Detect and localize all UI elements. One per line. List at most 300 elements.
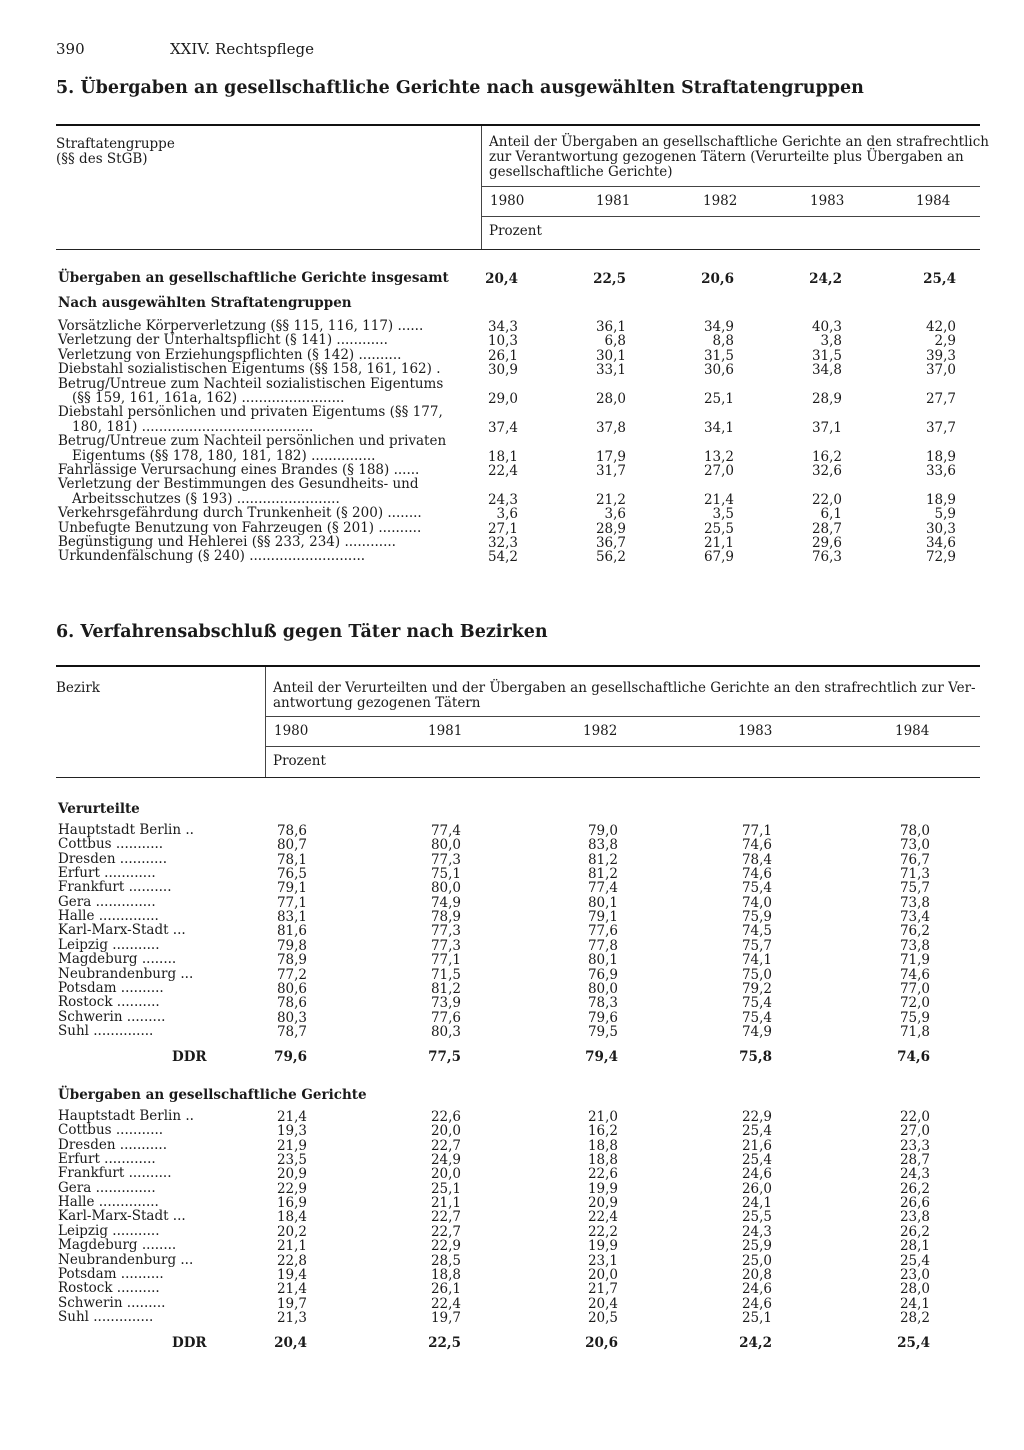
table5-row-label: Betrug/Untreue zum Nachteil sozialistischen Eigentums <box>58 375 444 392</box>
table5-cell: 33,1 <box>595 362 626 379</box>
table6-cell: 21,0 <box>587 1109 618 1125</box>
table5-cell: 36,1 <box>595 319 626 335</box>
table5-total-value: 20,4 <box>485 271 518 287</box>
table5-cell: 28,7 <box>811 520 842 537</box>
table6-cell: 76,2 <box>899 923 930 940</box>
table6-cell: 77,3 <box>430 923 461 940</box>
table6-cell: 19,3 <box>276 1123 307 1140</box>
table6-row-label: Potsdam .......... <box>58 1265 164 1282</box>
table5-cell: 67,9 <box>703 549 734 566</box>
table5-row-label: Fahrlässige Verursachung eines Brandes (§ 188) ...... <box>58 462 420 478</box>
table6-row-label: Leipzig ........... <box>58 936 160 953</box>
table6-cell: 21,1 <box>276 1238 307 1255</box>
table6-cell: 78,9 <box>276 952 307 969</box>
table6-cell: 75,1 <box>430 866 461 883</box>
table6-cell: 19,9 <box>587 1238 618 1255</box>
table6-cell: 80,0 <box>430 837 461 854</box>
table5-col-header-line: zur Verantwortung gezogenen Tätern (Verurteilte plus Übergaben an <box>489 149 964 165</box>
table6-year-header: 1983 <box>738 723 773 739</box>
table6-cell: 24,6 <box>741 1295 772 1312</box>
table6-row-label: Cottbus ........... <box>58 1122 164 1139</box>
table6-cell: 79,2 <box>741 980 772 997</box>
table6-cell: 74,5 <box>741 923 772 940</box>
table6-row-label: Schwerin ......... <box>58 1008 166 1025</box>
table6-cell: 26,0 <box>741 1180 772 1197</box>
table6-cell: 77,6 <box>430 1009 461 1026</box>
table6-row-label: Frankfurt .......... <box>58 1165 172 1182</box>
table5-cell: 31,7 <box>595 463 626 479</box>
table6-cell: 79,1 <box>587 909 618 926</box>
table6-header-bottom-rule <box>56 777 980 778</box>
table6-cell: 75,0 <box>741 966 772 983</box>
table6-cell: 77,1 <box>430 952 461 969</box>
table5-cell: 37,7 <box>925 419 956 436</box>
table5-year-header: 1983 <box>810 193 845 209</box>
table6-cell: 73,8 <box>899 937 930 954</box>
table6-cell: 23,8 <box>899 1209 930 1226</box>
table6-cell: 75,7 <box>899 880 930 897</box>
table6-cell: 22,7 <box>430 1137 461 1154</box>
table5-total-value: 25,4 <box>923 271 956 287</box>
table6-cell: 80,6 <box>276 980 307 997</box>
table5-subhead: Nach ausgewählten Straftatengruppen <box>58 295 352 311</box>
table6-row-label: Halle .............. <box>58 908 159 925</box>
table6-cell: 81,2 <box>587 851 618 868</box>
table6-cell: 22,7 <box>430 1209 461 1226</box>
table6-cell: 22,9 <box>276 1180 307 1197</box>
table6-cell: 21,1 <box>430 1195 461 1212</box>
table5-cell: 21,2 <box>595 491 626 508</box>
table6-total-value: 22,5 <box>428 1335 461 1352</box>
table6-cell: 27,0 <box>899 1123 930 1140</box>
table6-cell: 20,8 <box>741 1266 772 1283</box>
table6-cell: 71,3 <box>899 866 930 883</box>
table6-row-label: Potsdam .......... <box>58 979 164 996</box>
table5-cell: 37,4 <box>487 419 518 436</box>
table6-cell: 26,1 <box>430 1281 461 1298</box>
table5-row-label: Verkehrsgefährdung durch Trunkenheit (§ 200) ........ <box>58 505 422 522</box>
table6-cell: 24,6 <box>741 1166 772 1183</box>
table6-total-value: 75,8 <box>739 1049 772 1066</box>
table5-year-rule <box>481 216 980 217</box>
table5-stub-header-line: Straftatengruppe <box>56 136 175 152</box>
table6-cell: 26,2 <box>899 1223 930 1240</box>
table6-year-header: 1984 <box>895 723 930 739</box>
table6-cell: 23,5 <box>276 1152 307 1169</box>
table6-cell: 80,3 <box>276 1009 307 1026</box>
table6-cell: 22,4 <box>430 1295 461 1312</box>
table6-cell: 23,3 <box>899 1137 930 1154</box>
table5-row-label: Diebstahl persönlichen und privaten Eigentums (§§ 177, <box>58 404 443 421</box>
table6-cell: 83,1 <box>276 909 307 926</box>
table5-cell: 3,8 <box>820 333 842 350</box>
table6-cell: 81,2 <box>430 980 461 997</box>
table6-cell: 72,0 <box>899 995 930 1012</box>
table6-row-label: Erfurt ............ <box>58 1151 156 1168</box>
table6-cell: 77,1 <box>276 894 307 911</box>
table5-cell: 8,8 <box>712 333 734 350</box>
table6-total-value: 79,6 <box>274 1049 307 1066</box>
table6-top-rule <box>56 665 980 667</box>
table6-cell: 24,1 <box>741 1195 772 1212</box>
table6-cell: 77,4 <box>430 823 461 839</box>
table6-row-label: Dresden ........... <box>58 850 168 867</box>
table6-cell: 79,1 <box>276 880 307 897</box>
table6-group-heading: Verurteilte <box>58 801 140 817</box>
table5-cell: 3,6 <box>604 506 626 523</box>
table5-total-label: Übergaben an gesellschaftliche Gerichte insgesamt <box>58 270 449 286</box>
table6-cell: 21,7 <box>587 1281 618 1298</box>
table5-cell: 27,0 <box>703 463 734 479</box>
table5-cell: 18,9 <box>925 448 956 465</box>
table6-cell: 71,9 <box>899 952 930 969</box>
table6-cell: 75,4 <box>741 1009 772 1026</box>
table6-total-value: 20,6 <box>585 1335 618 1352</box>
table5-cell: 42,0 <box>925 319 956 335</box>
table5-row-label: Begünstigung und Hehlerei (§§ 233, 234) ............ <box>58 534 396 550</box>
table6-cell: 24,3 <box>899 1166 930 1183</box>
table6-cell: 78,3 <box>587 995 618 1012</box>
table6-cell: 81,6 <box>276 923 307 940</box>
table6-cell: 77,6 <box>587 923 618 940</box>
table6-cell: 22,6 <box>430 1109 461 1125</box>
table6-row-label: Erfurt ............ <box>58 865 156 882</box>
table6-cell: 80,7 <box>276 837 307 854</box>
table6-cell: 20,5 <box>587 1309 618 1326</box>
table5-cell: 18,9 <box>925 491 956 508</box>
table5-cell: 3,5 <box>712 506 734 523</box>
table6-cell: 25,9 <box>741 1238 772 1255</box>
table6-cell: 22,9 <box>741 1109 772 1125</box>
table6-cell: 74,9 <box>430 894 461 911</box>
table5-total-value: 20,6 <box>701 271 734 287</box>
table5-cell: 26,1 <box>487 347 518 364</box>
table5-row-label: Vorsätzliche Körperverletzung (§§ 115, 116, 117) ...... <box>58 318 424 334</box>
table5-cell: 24,3 <box>487 491 518 508</box>
table6-cell: 80,3 <box>430 1023 461 1040</box>
table6-cell: 18,8 <box>587 1137 618 1154</box>
table6-cell: 74,0 <box>741 894 772 911</box>
table5-header-bottom-rule <box>56 249 980 250</box>
table6-cell: 20,0 <box>587 1266 618 1283</box>
table6-cell: 73,0 <box>899 837 930 854</box>
table6-cell: 20,9 <box>587 1195 618 1212</box>
table6-cell: 79,8 <box>276 937 307 954</box>
table6-row-label: Dresden ........... <box>58 1136 168 1153</box>
table6-cell: 74,6 <box>741 866 772 883</box>
table6-row-label: Gera .............. <box>58 1179 156 1196</box>
table5-year-header: 1984 <box>916 193 951 209</box>
table6-row-label: Halle .............. <box>58 1194 159 1211</box>
table5-cell: 28,9 <box>811 391 842 407</box>
table6-total-label: DDR <box>172 1335 207 1352</box>
table5-cell: 40,3 <box>811 319 842 335</box>
table5-row-label: (§§ 159, 161, 161a, 162) ........................ <box>72 390 345 406</box>
table6-cell: 28,0 <box>899 1281 930 1298</box>
table6-cell: 28,7 <box>899 1152 930 1169</box>
table5-col-header-line: gesellschaftliche Gerichte) <box>489 164 673 180</box>
table6-cell: 79,6 <box>587 1009 618 1026</box>
table6-cell: 80,1 <box>587 952 618 969</box>
table6-row-label: Karl-Marx-Stadt ... <box>58 922 186 939</box>
table5-cell: 72,9 <box>925 549 956 566</box>
table6-cell: 75,4 <box>741 995 772 1012</box>
table6-cell: 19,7 <box>430 1309 461 1326</box>
table5-cell: 37,0 <box>925 362 956 379</box>
table6-cell: 20,0 <box>430 1166 461 1183</box>
table6-cell: 78,0 <box>899 823 930 839</box>
table5-cell: 13,2 <box>703 448 734 465</box>
table6-cell: 79,5 <box>587 1023 618 1040</box>
table5-cell: 21,1 <box>703 535 734 551</box>
table6-cell: 80,0 <box>587 980 618 997</box>
table5-cell: 2,9 <box>934 333 956 350</box>
table6-cell: 75,7 <box>741 937 772 954</box>
table5-cell: 32,3 <box>487 535 518 551</box>
table5-cell: 21,4 <box>703 491 734 508</box>
table6-total-value: 25,4 <box>897 1335 930 1352</box>
table6-cell: 78,4 <box>741 851 772 868</box>
table6-cell: 18,8 <box>430 1266 461 1283</box>
table6-cell: 73,8 <box>899 894 930 911</box>
table5-cell: 34,8 <box>811 362 842 379</box>
table6-cell: 76,9 <box>587 966 618 983</box>
table6-cell: 24,1 <box>899 1295 930 1312</box>
table5-cell: 6,1 <box>820 506 842 523</box>
table5-cell: 28,9 <box>595 520 626 537</box>
table6-cell: 26,6 <box>899 1195 930 1212</box>
table6-col-header-line: antwortung gezogenen Tätern <box>273 695 481 711</box>
table6-cell: 24,9 <box>430 1152 461 1169</box>
table5-cell: 25,1 <box>703 391 734 407</box>
table6-cell: 76,5 <box>276 866 307 883</box>
table6-total-value: 77,5 <box>428 1049 461 1066</box>
table6-cell: 28,2 <box>899 1309 930 1326</box>
table5-cell: 32,6 <box>811 463 842 479</box>
table6-total-label: DDR <box>172 1049 207 1066</box>
table6-row-label: Neubrandenburg ... <box>58 965 194 982</box>
table6-cell: 21,4 <box>276 1281 307 1298</box>
table5-row-label: 180, 181) ........................................ <box>72 418 314 435</box>
table5-cell: 30,6 <box>703 362 734 379</box>
table5-cell: 34,1 <box>703 419 734 436</box>
running-head: XXIV. Rechtspflege <box>170 40 314 58</box>
table5-row-label: Urkundenfälschung (§ 240) ........................... <box>58 548 366 565</box>
table6-cell: 21,3 <box>276 1309 307 1326</box>
table6-cell: 73,9 <box>430 995 461 1012</box>
table6-header-rule <box>265 716 980 717</box>
table5-cell: 76,3 <box>811 549 842 566</box>
table6-cell: 18,4 <box>276 1209 307 1226</box>
table6-cell: 16,9 <box>276 1195 307 1212</box>
table6-cell: 78,9 <box>430 909 461 926</box>
table6-cell: 77,2 <box>276 966 307 983</box>
table6-row-label: Cottbus ........... <box>58 836 164 853</box>
table6-cell: 25,4 <box>899 1252 930 1269</box>
table6-cell: 23,0 <box>899 1266 930 1283</box>
table5-cell: 27,1 <box>487 520 518 537</box>
table5-row-label: Verletzung der Unterhaltspflicht (§ 141) ............ <box>58 332 388 349</box>
table6-cell: 19,4 <box>276 1266 307 1283</box>
table6-cell: 78,1 <box>276 851 307 868</box>
table6-cell: 22,9 <box>430 1238 461 1255</box>
table6-cell: 71,5 <box>430 966 461 983</box>
table5-cell: 18,1 <box>487 448 518 465</box>
table6-cell: 25,0 <box>741 1252 772 1269</box>
table5-cell: 30,9 <box>487 362 518 379</box>
table6-cell: 21,6 <box>741 1137 772 1154</box>
table6-cell: 75,4 <box>741 880 772 897</box>
table6-cell: 25,1 <box>430 1180 461 1197</box>
table5-year-header: 1982 <box>703 193 738 209</box>
table5-header-rule <box>481 186 980 187</box>
table6-year-header: 1982 <box>583 723 618 739</box>
table5-cell: 3,6 <box>496 506 518 523</box>
table5-cell: 37,8 <box>595 419 626 436</box>
table6-row-label: Suhl .............. <box>58 1308 154 1325</box>
table6-cell: 18,8 <box>587 1152 618 1169</box>
table5-cell: 34,9 <box>703 319 734 335</box>
table5-title: 5. Übergaben an gesellschaftliche Gerichte nach ausgewählten Straftatengruppen <box>56 78 864 98</box>
table5-cell: 30,3 <box>925 520 956 537</box>
table6-cell: 25,5 <box>741 1209 772 1226</box>
table6-cell: 25,4 <box>741 1123 772 1140</box>
table6-total-value: 24,2 <box>739 1335 772 1352</box>
table6-row-label: Rostock .......... <box>58 994 160 1011</box>
table6-cell: 22,7 <box>430 1223 461 1240</box>
table5-top-rule <box>56 124 980 126</box>
table6-row-label: Gera .............. <box>58 893 156 910</box>
table6-cell: 77,3 <box>430 851 461 868</box>
table6-cell: 77,1 <box>741 823 772 839</box>
table6-cell: 20,9 <box>276 1166 307 1183</box>
table5-cell: 27,7 <box>925 391 956 407</box>
table6-cell: 73,4 <box>899 909 930 926</box>
table6-cell: 26,2 <box>899 1180 930 1197</box>
table6-cell: 77,4 <box>587 880 618 897</box>
table6-total-value: 20,4 <box>274 1335 307 1352</box>
table6-row-label: Rostock .......... <box>58 1280 160 1297</box>
table5-row-label: Eigentums (§§ 178, 180, 181, 182) ............... <box>72 447 376 464</box>
table6-row-label: Karl-Marx-Stadt ... <box>58 1208 186 1225</box>
table5-cell: 30,1 <box>595 347 626 364</box>
table5-row-label: Arbeitsschutzes (§ 193) ........................ <box>72 490 340 507</box>
table6-cell: 78,6 <box>276 823 307 839</box>
table5-cell: 34,6 <box>925 535 956 551</box>
table6-group-heading: Übergaben an gesellschaftliche Gerichte <box>58 1087 367 1103</box>
table6-cell: 22,0 <box>899 1109 930 1125</box>
table6-cell: 20,0 <box>430 1123 461 1140</box>
table5-row-label: Diebstahl sozialistischen Eigentums (§§ 158, 161, 162) . <box>58 361 441 378</box>
table6-cell: 77,0 <box>899 980 930 997</box>
table6-cell: 22,6 <box>587 1166 618 1183</box>
table6-cell: 74,6 <box>741 837 772 854</box>
table6-row-label: Hauptstadt Berlin .. <box>58 1108 194 1124</box>
table6-unit-label: Prozent <box>273 753 326 769</box>
table5-cell: 36,7 <box>595 535 626 551</box>
table5-cell: 56,2 <box>595 549 626 566</box>
table6-cell: 78,7 <box>276 1023 307 1040</box>
table5-cell: 16,2 <box>811 448 842 465</box>
table5-cell: 37,1 <box>811 419 842 436</box>
table5-cell: 22,4 <box>487 463 518 479</box>
table5-cell: 29,6 <box>811 535 842 551</box>
table5-row-label: Betrug/Untreue zum Nachteil persönlichen und privaten <box>58 433 447 450</box>
table5-row-label: Verletzung von Erziehungspflichten (§ 142) .......... <box>58 346 402 363</box>
table6-cell: 80,1 <box>587 894 618 911</box>
table6-cell: 28,1 <box>899 1238 930 1255</box>
table6-cell: 77,3 <box>430 937 461 954</box>
table5-unit-label: Prozent <box>489 223 542 239</box>
table5-cell: 31,5 <box>811 347 842 364</box>
table6-row-label: Hauptstadt Berlin .. <box>58 822 194 838</box>
table5-cell: 17,9 <box>595 448 626 465</box>
table5-cell: 39,3 <box>925 347 956 364</box>
table6-cell: 80,0 <box>430 880 461 897</box>
table5-stub-header-line: (§§ des StGB) <box>56 151 148 167</box>
table5-total-value: 22,5 <box>593 271 626 287</box>
table6-cell: 74,6 <box>899 966 930 983</box>
table6-cell: 83,8 <box>587 837 618 854</box>
table6-cell: 19,9 <box>587 1180 618 1197</box>
table5-row-label: Verletzung der Bestimmungen des Gesundheits- und <box>58 476 419 493</box>
table6-col-header-line: Anteil der Verurteilten und der Übergaben an gesellschaftliche Gerichte an den strafrechtlich zur Ver- <box>273 680 976 696</box>
table5-cell: 31,5 <box>703 347 734 364</box>
table6-cell: 25,1 <box>741 1309 772 1326</box>
table5-year-header: 1981 <box>596 193 631 209</box>
table6-year-header: 1980 <box>274 723 309 739</box>
table5-cell: 22,0 <box>811 491 842 508</box>
table5-col-header-line: Anteil der Übergaben an gesellschaftliche Gerichte an den strafrechtlich <box>489 134 989 150</box>
table6-cell: 16,2 <box>587 1123 618 1140</box>
table6-stub-divider <box>265 667 266 777</box>
table6-cell: 22,4 <box>587 1209 618 1226</box>
table6-cell: 21,4 <box>276 1109 307 1125</box>
table5-total-value: 24,2 <box>809 271 842 287</box>
table6-cell: 74,1 <box>741 952 772 969</box>
table6-total-value: 79,4 <box>585 1049 618 1066</box>
table6-year-rule <box>265 746 980 747</box>
table6-cell: 20,4 <box>587 1295 618 1312</box>
table6-cell: 20,2 <box>276 1223 307 1240</box>
table5-cell: 28,0 <box>595 391 626 407</box>
table5-cell: 5,9 <box>934 506 956 523</box>
table6-cell: 22,8 <box>276 1252 307 1269</box>
table6-title: 6. Verfahrensabschluß gegen Täter nach Bezirken <box>56 622 548 642</box>
table6-cell: 79,0 <box>587 823 618 839</box>
table6-row-label: Suhl .............. <box>58 1022 154 1039</box>
table6-total-value: 74,6 <box>897 1049 930 1066</box>
table6-cell: 25,4 <box>741 1152 772 1169</box>
table6-cell: 77,8 <box>587 937 618 954</box>
table6-cell: 24,6 <box>741 1281 772 1298</box>
table5-year-header: 1980 <box>490 193 525 209</box>
table6-row-label: Magdeburg ........ <box>58 951 177 968</box>
table5-stub-divider <box>481 126 482 249</box>
table6-cell: 78,6 <box>276 995 307 1012</box>
table6-cell: 81,2 <box>587 866 618 883</box>
table6-cell: 71,8 <box>899 1023 930 1040</box>
table6-row-label: Frankfurt .......... <box>58 879 172 896</box>
table6-cell: 28,5 <box>430 1252 461 1269</box>
table5-cell: 34,3 <box>487 319 518 335</box>
table6-stub-header: Bezirk <box>56 680 100 696</box>
table6-cell: 74,9 <box>741 1023 772 1040</box>
table6-cell: 76,7 <box>899 851 930 868</box>
table6-row-label: Schwerin ......... <box>58 1294 166 1311</box>
table6-row-label: Magdeburg ........ <box>58 1237 177 1254</box>
table6-cell: 22,2 <box>587 1223 618 1240</box>
